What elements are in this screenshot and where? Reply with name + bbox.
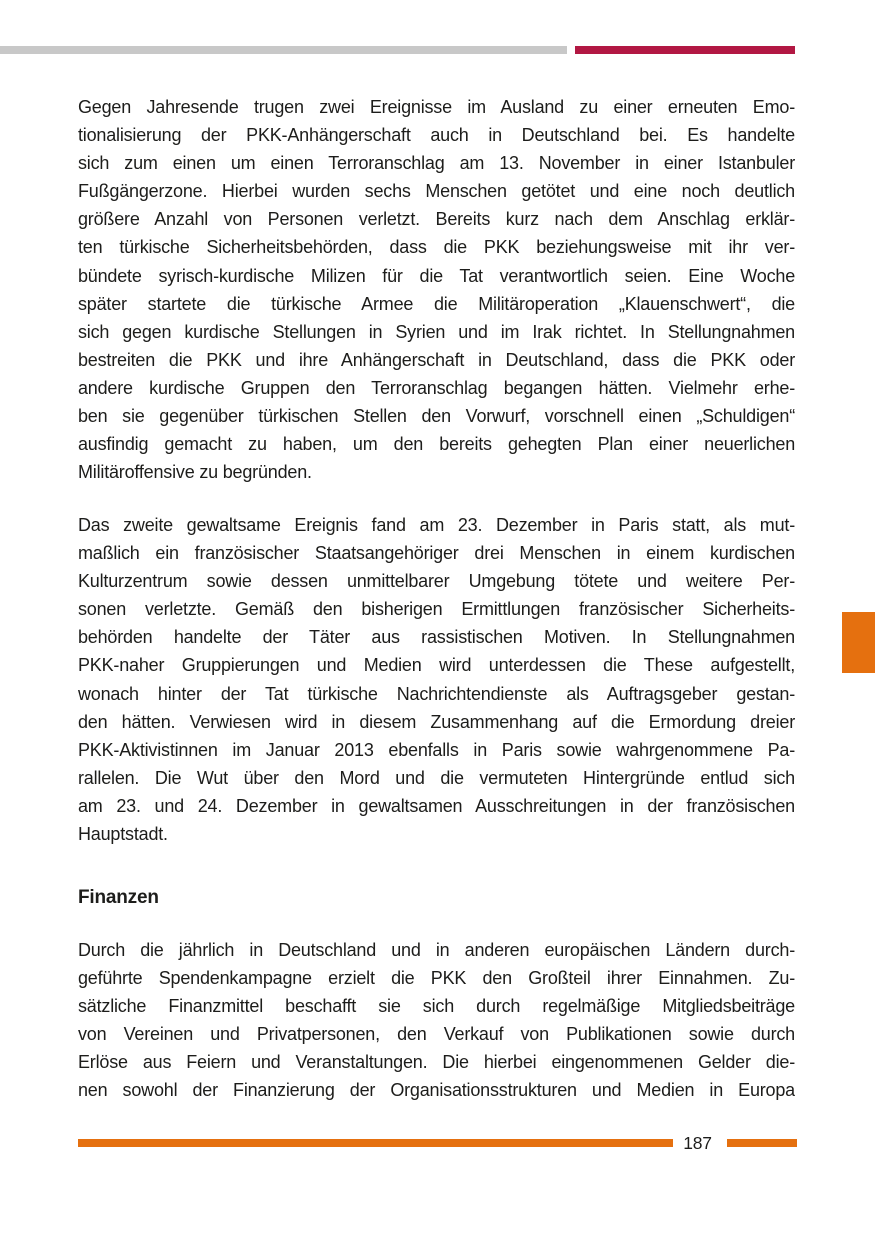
header-rule-gray (0, 46, 567, 54)
text-line: Erlöse aus Feiern und Veranstaltungen. Die hierbei eingenommenen Gelder die- (78, 1052, 795, 1073)
footer-rule-short (727, 1139, 797, 1147)
text-line: sich zum einen um einen Terroranschlag am 13. November in einer Istanbuler (78, 153, 795, 174)
text-line: Hauptstadt. (78, 824, 168, 845)
text-line: wonach hinter der Tat türkische Nachrichtendienste als Auftragsgeber gestan- (78, 683, 795, 704)
text-line: geführte Spendenkampagne erzielt die PKK den Großteil ihrer Einnahmen. Zu- (78, 968, 795, 989)
text-line: ben sie gegenüber türkischen Stellen den Vorwurf, vorschnell einen „Schuldigen“ (78, 406, 795, 427)
text-line: größere Anzahl von Personen verletzt. Bereits kurz nach dem Anschlag erklär- (78, 209, 795, 230)
text-line: bestreiten die PKK und ihre Anhängerschaft in Deutschland, dass die PKK oder (78, 349, 795, 370)
text-line: später startete die türkische Armee die Militäroperation „Klauenschwert“, die (78, 293, 795, 314)
text-line: tionalisierung der PKK-Anhängerschaft auch in Deutschland bei. Es handelte (78, 125, 795, 146)
page-number: 187 (683, 1133, 712, 1153)
section-marker-tab (842, 612, 875, 673)
text-line: ten türkische Sicherheitsbehörden, dass die PKK beziehungsweise mit ihr ver- (78, 237, 795, 258)
section-heading-finanzen: Finanzen (78, 887, 159, 908)
paragraph-finances (78, 936, 795, 1105)
text-line: maßlich ein französischer Staatsangehöriger drei Menschen in einem kurdischen (78, 543, 795, 564)
text-line: Durch die jährlich in Deutschland und in anderen europäischen Ländern durch- (78, 940, 795, 960)
text-line: PKK-naher Gruppierungen und Medien wird unterdessen die These aufgestellt, (78, 655, 795, 676)
text-line: nen sowohl der Finanzierung der Organisationsstrukturen und Medien in Europa (78, 1080, 795, 1101)
text-line: rallelen. Die Wut über den Mord und die vermuteten Hintergründe entlud sich (78, 767, 795, 788)
text-line: andere kurdische Gruppen den Terroranschlag begangen hätten. Vielmehr erhe- (78, 377, 795, 398)
text-line: PKK-Aktivistinnen im Januar 2013 ebenfalls in Paris sowie wahrgenommene Pa- (78, 739, 795, 760)
text-line: sonen verletzte. Gemäß den bisherigen Ermittlungen französischer Sicherheits- (78, 599, 795, 620)
text-line: Kulturzentrum sowie dessen unmittelbarer Umgebung tötete und weitere Per- (78, 571, 795, 592)
paragraph-paris-incident (78, 511, 795, 848)
paragraph-terror-attack-istanbul (78, 93, 795, 486)
text-line: Militäroffensive zu begründen. (78, 462, 312, 483)
footer-rule-long (78, 1139, 673, 1147)
text-line: am 23. und 24. Dezember in gewaltsamen Ausschreitungen in der französischen (78, 795, 795, 816)
text-line: Fußgängerzone. Hierbei wurden sechs Menschen getötet und eine noch deutlich (78, 181, 795, 202)
text-line: von Vereinen und Privatpersonen, den Verkauf von Publikationen sowie durch (78, 1024, 795, 1045)
text-line: Das zweite gewaltsame Ereignis fand am 23. Dezember in Paris statt, als mut- (78, 515, 795, 535)
text-line: den hätten. Verwiesen wird in diesem Zusammenhang auf die Ermordung dreier (78, 711, 795, 732)
text-line: sich gegen kurdische Stellungen in Syrien und im Irak richtet. In Stellungnahmen (78, 321, 795, 342)
header-rule-red (575, 46, 795, 54)
text-line: sätzliche Finanzmittel beschafft sie sich durch regelmäßige Mitgliedsbeiträge (78, 996, 795, 1017)
text-line: bündete syrisch-kurdische Milizen für die Tat verantwortlich seien. Eine Woche (78, 265, 795, 286)
text-line: behörden handelte der Täter aus rassistischen Motiven. In Stellungnahmen (78, 627, 795, 648)
text-line: Gegen Jahresende trugen zwei Ereignisse im Ausland zu einer erneuten Emo- (78, 97, 795, 117)
text-line: ausfindig gemacht zu haben, um den bereits gehegten Plan einer neuerlichen (78, 434, 795, 455)
